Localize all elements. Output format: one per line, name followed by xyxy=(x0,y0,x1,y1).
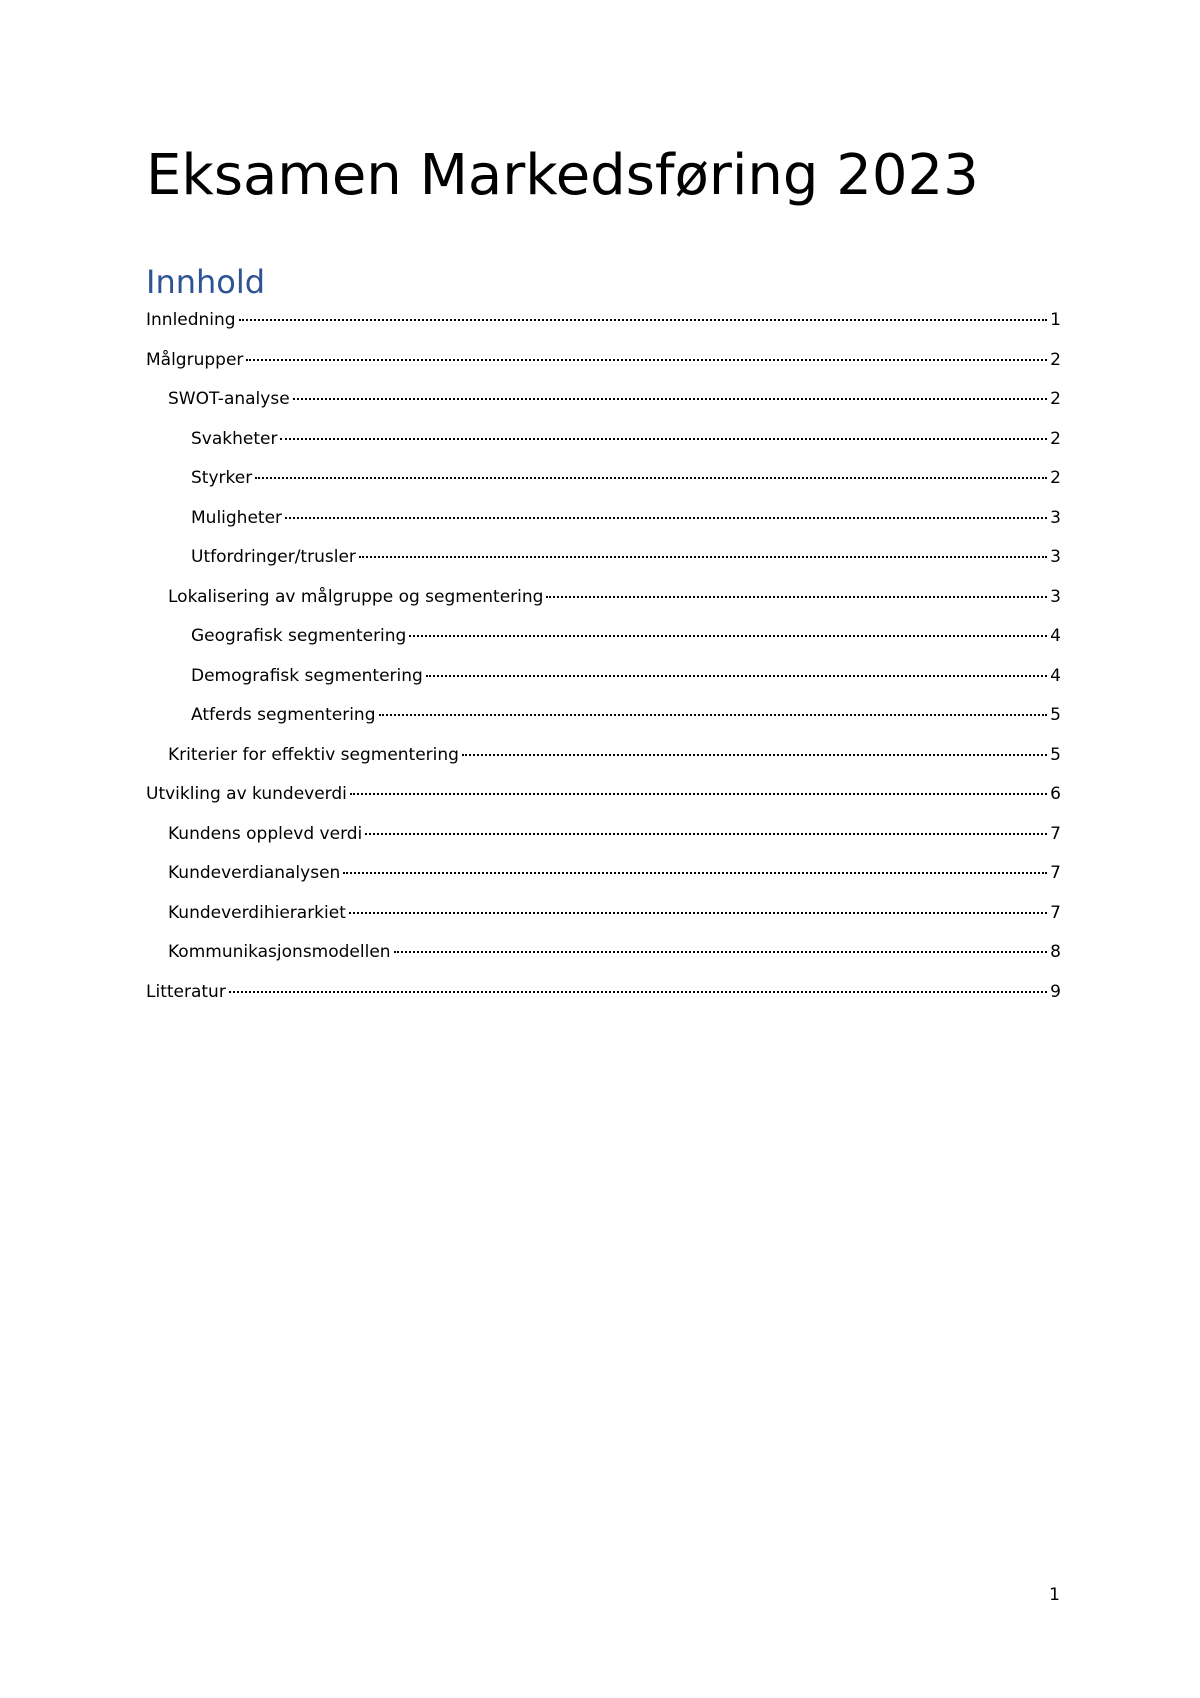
toc-dot-leader xyxy=(394,950,1048,953)
toc-entry[interactable] xyxy=(146,779,1061,819)
toc-entry-page: 2 xyxy=(1050,389,1061,409)
toc-entry-page: 4 xyxy=(1050,665,1061,686)
toc-entry-page: 6 xyxy=(1050,784,1061,804)
toc-entry[interactable] xyxy=(146,621,1061,661)
toc-entry-page: 9 xyxy=(1050,981,1061,1002)
toc-entry[interactable] xyxy=(146,661,1061,701)
toc-entry[interactable] xyxy=(146,463,1061,503)
toc-entry[interactable] xyxy=(146,740,1061,780)
toc-entry-label: SWOT-analyse xyxy=(168,389,290,409)
toc-dot-leader xyxy=(365,832,1047,835)
toc-entry-label: Svakheter xyxy=(191,428,278,449)
toc-dot-leader xyxy=(255,476,1047,479)
toc-entry-label: Litteratur xyxy=(146,981,226,1002)
toc-dot-leader xyxy=(359,555,1047,558)
toc-entry-page: 8 xyxy=(1050,942,1061,962)
toc-entry[interactable] xyxy=(146,819,1061,859)
toc-entry[interactable] xyxy=(146,424,1061,464)
toc-entry-label: Kommunikasjonsmodellen xyxy=(168,942,391,962)
toc-dot-leader xyxy=(349,911,1047,914)
toc-dot-leader xyxy=(546,595,1047,598)
toc-entry-page: 2 xyxy=(1050,349,1061,370)
toc-entry[interactable] xyxy=(146,305,1061,345)
toc-entry[interactable] xyxy=(146,858,1061,898)
toc-dot-leader xyxy=(285,516,1047,519)
toc-entry-page: 4 xyxy=(1050,626,1061,646)
toc-heading: Innhold xyxy=(146,263,266,301)
toc-entry-label: Kriterier for effektiv segmentering xyxy=(168,744,459,765)
toc-dot-leader xyxy=(379,713,1048,716)
toc-entry[interactable] xyxy=(146,384,1061,424)
toc-entry-page: 3 xyxy=(1050,586,1061,607)
toc-entry-page: 2 xyxy=(1050,428,1061,449)
toc-dot-leader xyxy=(350,792,1047,795)
toc-dot-leader xyxy=(409,634,1047,637)
toc-dot-leader xyxy=(239,318,1048,321)
toc-entry-label: Styrker xyxy=(191,468,253,488)
toc-entry-label: Muligheter xyxy=(191,507,283,528)
toc-dot-leader xyxy=(246,358,1047,361)
toc-dot-leader xyxy=(280,437,1047,440)
toc-entry[interactable] xyxy=(146,937,1061,977)
page-number: 1 xyxy=(1049,1585,1060,1605)
toc-entry[interactable] xyxy=(146,977,1061,1017)
toc-entry-label: Utfordringer/trusler xyxy=(191,547,356,567)
toc-dot-leader xyxy=(293,397,1048,400)
toc-dot-leader xyxy=(426,674,1047,677)
toc-entry-label: Kundeverdianalysen xyxy=(168,863,341,883)
toc-entry-page: 7 xyxy=(1050,863,1061,883)
toc-entry[interactable] xyxy=(146,898,1061,938)
toc-entry-page: 5 xyxy=(1050,744,1061,765)
toc-entry-page: 2 xyxy=(1050,468,1061,488)
toc-entry-label: Demografisk segmentering xyxy=(191,665,423,686)
toc-entry-page: 7 xyxy=(1050,902,1061,923)
toc-entry-label: Innledning xyxy=(146,310,236,330)
toc-entry-page: 5 xyxy=(1050,705,1061,725)
toc-dot-leader xyxy=(462,753,1047,756)
toc-entry-label: Utvikling av kundeverdi xyxy=(146,784,347,804)
toc-entry-label: Kundeverdihierarkiet xyxy=(168,902,346,923)
toc-entry-label: Atferds segmentering xyxy=(191,705,376,725)
toc-entry-label: Lokalisering av målgruppe og segmentering xyxy=(168,586,544,607)
toc-dot-leader xyxy=(229,990,1047,993)
toc-entry[interactable] xyxy=(146,582,1061,622)
toc-dot-leader xyxy=(343,871,1047,874)
toc-entry-label: Geografisk segmentering xyxy=(191,626,407,646)
toc-entry-label: Målgrupper xyxy=(146,349,244,370)
toc-entry-label: Kundens opplevd verdi xyxy=(168,823,363,844)
toc-entry-page: 3 xyxy=(1050,547,1061,567)
toc-entry[interactable] xyxy=(146,700,1061,740)
toc-entry-page: 3 xyxy=(1050,507,1061,528)
toc-entry[interactable] xyxy=(146,345,1061,385)
toc-entry[interactable] xyxy=(146,542,1061,582)
toc-entry[interactable] xyxy=(146,503,1061,543)
toc-entry-page: 1 xyxy=(1050,310,1061,330)
document-title: Eksamen Markedsføring 2023 xyxy=(146,143,979,208)
toc-entry-page: 7 xyxy=(1050,823,1061,844)
table-of-contents xyxy=(146,305,1061,1016)
